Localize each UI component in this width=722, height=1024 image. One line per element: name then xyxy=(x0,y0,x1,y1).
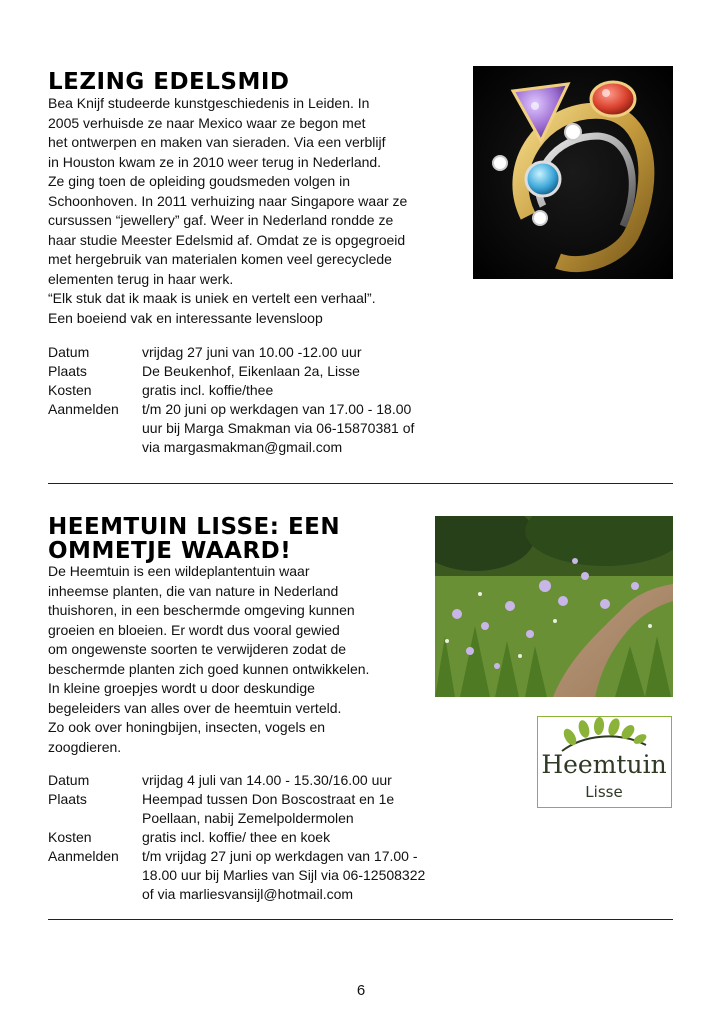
detail-value: Poellaan, nabij Zemelpoldermolen xyxy=(142,810,354,826)
detail-value: gratis incl. koffie/thee xyxy=(142,382,274,398)
detail-value: gratis incl. koffie/ thee en koek xyxy=(142,829,331,845)
ring-photo xyxy=(473,66,673,279)
body-line: thuishoren, in een beschermde omgeving kunnen xyxy=(48,602,355,618)
details-row xyxy=(48,885,425,904)
logo-subtitle: Lisse xyxy=(585,783,623,801)
detail-value: vrijdag 4 juli van 14.00 - 15.30/16.00 uur xyxy=(142,772,392,788)
details-row xyxy=(48,362,414,381)
detail-value: Heempad tussen Don Boscostraat en 1e xyxy=(142,791,395,807)
detail-value: vrijdag 27 juni van 10.00 -12.00 uur xyxy=(142,344,362,360)
detail-label xyxy=(48,419,142,438)
body-line: met hergebruik van materialen komen veel gerecyclede xyxy=(48,251,392,267)
detail-label: Plaats xyxy=(48,791,87,807)
details-row xyxy=(48,790,425,809)
body-line: cursussen “jewellery” gaf. Weer in Nederland rondde ze xyxy=(48,212,394,228)
detail-value: via margasmakman@gmail.com xyxy=(142,439,343,455)
article1-title: LEZING EDELSMID xyxy=(48,69,290,95)
article1-details xyxy=(48,343,414,457)
leaf-icon xyxy=(538,717,670,753)
body-line: zoogdieren. xyxy=(48,738,122,755)
article2-title-line: HEEMTUIN LISSE: EEN xyxy=(48,514,341,540)
section-divider xyxy=(48,919,673,920)
body-line: groeien en bloeien. Er wordt dus vooral gewied xyxy=(48,621,340,638)
details-row xyxy=(48,381,414,400)
body-line: Bea Knijf studeerde kunstgeschiedenis in Leiden. In xyxy=(48,95,370,111)
details-row xyxy=(48,809,425,828)
detail-label: Datum xyxy=(48,772,90,788)
body-line: elementen terug in haar werk. xyxy=(48,270,234,287)
page-number: 6 xyxy=(356,982,366,999)
details-row xyxy=(48,400,414,419)
detail-value: uur bij Marga Smakman via 06-15870381 of xyxy=(142,420,415,436)
article1-body xyxy=(48,94,468,328)
detail-label: Datum xyxy=(48,344,90,360)
body-line: Schoonhoven. In 2011 verhuizing naar Singapore waar ze xyxy=(48,192,408,209)
section-divider xyxy=(48,483,673,484)
heemtuin-logo xyxy=(537,716,672,808)
body-line: het ontwerpen en maken van sieraden. Via een verblijf xyxy=(48,134,386,150)
body-line: haar studie Meester Edelsmid af. Omdat ze is opgegroeid xyxy=(48,231,406,248)
detail-label: Kosten xyxy=(48,382,92,398)
body-line: in Houston kwam ze in 2010 weer terug in Nederland. xyxy=(48,153,382,170)
detail-label xyxy=(48,438,142,457)
detail-label: Aanmelden xyxy=(48,848,119,864)
body-line: inheemse planten, die van nature in Nederland xyxy=(48,582,339,599)
detail-label: Plaats xyxy=(48,363,87,379)
garden-illustration xyxy=(435,516,673,697)
detail-label: Kosten xyxy=(48,829,92,845)
detail-label xyxy=(48,885,142,904)
body-line: Een boeiend vak en interessante levensloop xyxy=(48,309,323,326)
body-line: begeleiders van alles over de heemtuin verteld. xyxy=(48,699,342,716)
body-line: In kleine groepjes wordt u door deskundige xyxy=(48,680,315,696)
details-row xyxy=(48,438,414,457)
detail-label xyxy=(48,809,142,828)
body-line: Zo ook over honingbijen, insecten, vogels en xyxy=(48,719,326,735)
article2-title-line: OMMETJE WAARD! xyxy=(48,538,292,564)
detail-value: 18.00 uur bij Marlies van Sijl via 06-12508322 xyxy=(142,867,426,883)
article2-title xyxy=(48,515,340,563)
details-row xyxy=(48,771,425,790)
body-line: 2005 verhuisde ze naar Mexico waar ze begon met xyxy=(48,114,366,131)
details-row xyxy=(48,343,414,362)
body-line: om ongewenste soorten te verwijderen zodat de xyxy=(48,641,347,657)
detail-value: De Beukenhof, Eikenlaan 2a, Lisse xyxy=(142,363,360,379)
logo-name: Heemtuin xyxy=(541,750,667,779)
body-line: “Elk stuk dat ik maak is uniek en vertelt een verhaal”. xyxy=(48,290,376,306)
detail-label: Aanmelden xyxy=(48,401,119,417)
detail-label xyxy=(48,866,142,885)
detail-value: t/m vrijdag 27 juni op werkdagen van 17.00 - xyxy=(142,848,418,864)
details-row xyxy=(48,847,425,866)
body-line: beschermde planten zich goed kunnen ontwikkelen. xyxy=(48,660,370,677)
garden-photo xyxy=(435,516,673,697)
details-row xyxy=(48,866,425,885)
detail-value: t/m 20 juni op werkdagen van 17.00 - 18.00 xyxy=(142,401,412,417)
body-line: De Heemtuin is een wildeplantentuin waar xyxy=(48,563,310,579)
detail-value: of via marliesvansijl@hotmail.com xyxy=(142,886,354,902)
ring-illustration xyxy=(473,66,673,279)
article2-body xyxy=(48,562,438,757)
body-line: Ze ging toen de opleiding goudsmeden volgen in xyxy=(48,173,351,189)
details-row xyxy=(48,828,425,847)
article2-details xyxy=(48,771,425,904)
details-row xyxy=(48,419,414,438)
